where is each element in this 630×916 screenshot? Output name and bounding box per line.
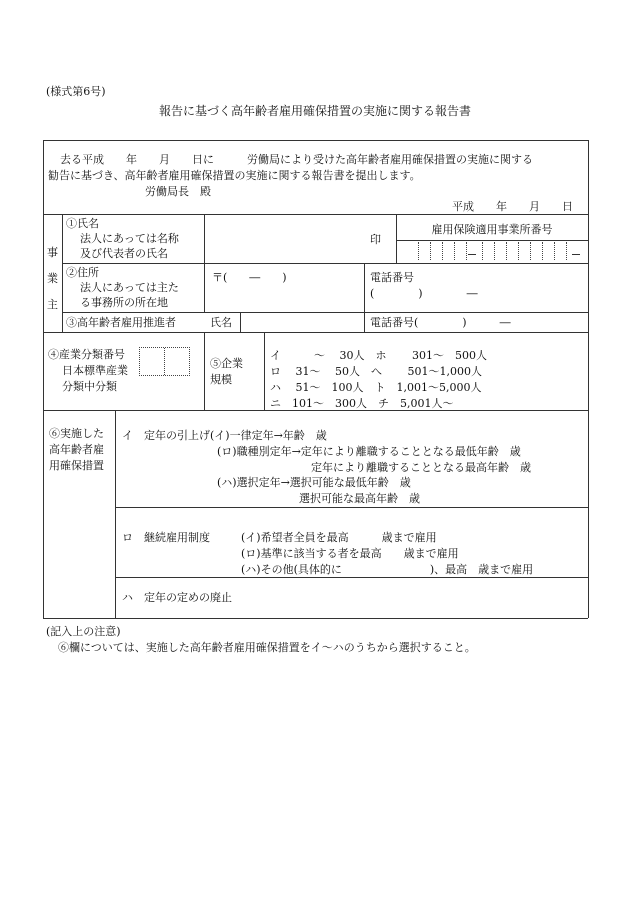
measures-label-sub2: 用確保措置 <box>49 459 104 472</box>
phone-label: 電話番号 <box>370 271 414 284</box>
measure-c-item: ハ 定年の定めの廃止 <box>122 591 232 604</box>
employer-label: 事業主 <box>47 246 58 311</box>
measure-a-item: 選択可能な最高年齢 歳 <box>299 492 420 505</box>
industry-label-sub: 日本標準産業 <box>62 364 128 377</box>
size-option: ロ 31～ 50人 へ 501～1,000人 <box>270 365 482 378</box>
name-label: ①氏名 <box>66 217 99 230</box>
size-label: ⑤企業 <box>210 357 243 370</box>
industry-label-sub2: 分類中分類 <box>62 380 117 393</box>
size-option: ニ 101～ 300人 チ 5,001人～ <box>270 397 454 410</box>
name-label-sub: 法人にあっては名称 <box>80 232 179 245</box>
promoter-phone-field[interactable]: 電話番号( ) ― <box>370 316 511 329</box>
size-option: ハ 51～ 100人 ト 1,001～5,000人 <box>270 381 482 394</box>
size-option: イ ～ 30人 ホ 301～ 500人 <box>270 349 487 362</box>
name-label-sub2: 及び代表者の氏名 <box>80 247 168 260</box>
measure-b-item: (イ)希望者全員を最高 歳まで雇用 <box>241 531 437 544</box>
notes-item: ⑥欄については、実施した高年齢者雇用確保措置をイ～ハのうちから選択すること。 <box>58 641 476 654</box>
addressee: 労働局長 殿 <box>145 185 211 198</box>
size-label-sub: 規模 <box>210 373 232 386</box>
notes-title: (記入上の注意) <box>46 625 121 638</box>
measure-a-item: イ 定年の引上げ(イ)一律定年→年齢 歳 <box>122 429 327 442</box>
report-date: 平成 年 月 日 <box>452 200 573 213</box>
address-label-sub2: る事務所の所在地 <box>80 296 168 309</box>
promoter-label: ③高年齢者雇用推進者 <box>66 316 176 329</box>
measure-b-item: (ロ)基準に該当する者を最高 歳まで雇用 <box>241 547 459 560</box>
industry-code-boxes[interactable] <box>139 347 190 376</box>
postal-code-field[interactable]: 〒( ― ) <box>212 271 287 284</box>
intro-line-1: 去る平成 年 月 日に 労働局により受けた高年齢者雇用確保措置の実施に関する <box>60 153 533 166</box>
phone-field[interactable]: ( ) ― <box>370 287 478 300</box>
address-label-sub: 法人にあっては主た <box>80 281 179 294</box>
form-number: (様式第6号) <box>46 85 106 98</box>
intro-line-2: 勧告に基づき、高年齢者雇用確保措置の実施に関する報告書を提出します。 <box>48 169 421 182</box>
measure-a-item: (ハ)選択定年→選択可能な最低年齢 歳 <box>217 476 411 489</box>
measure-a-item: 定年により離職することとなる最高年齢 歳 <box>311 461 531 474</box>
seal-mark: 印 <box>370 233 381 246</box>
measure-a-item: (ロ)職種別定年→定年により離職することとなる最低年齢 歳 <box>217 445 521 458</box>
insurance-number-label: 雇用保険適用事業所番号 <box>431 223 553 236</box>
measure-b-title: ロ 継続雇用制度 <box>122 531 210 544</box>
measures-label-sub: 高年齢者雇 <box>49 443 104 456</box>
measures-label: ⑥実施した <box>49 427 104 440</box>
promoter-name-label: 氏名 <box>210 316 232 329</box>
industry-label: ④産業分類番号 <box>48 348 125 361</box>
address-label: ②住所 <box>66 266 99 279</box>
measure-b-item: (ハ)その他(具体的に )、最高 歳まで雇用 <box>241 563 534 576</box>
page-title: 報告に基づく高年齢者雇用確保措置の実施に関する報告書 <box>158 104 471 118</box>
